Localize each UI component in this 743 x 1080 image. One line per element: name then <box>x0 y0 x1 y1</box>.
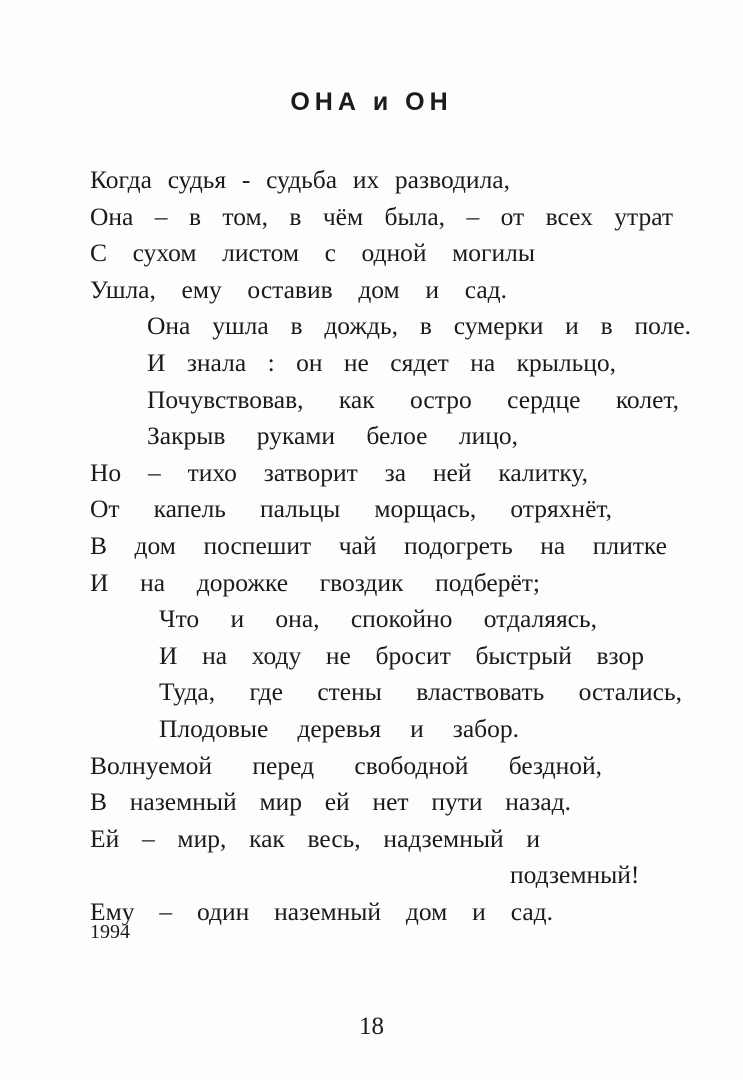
poem-line: Почувствовав, как остро сердце колет, <box>147 384 679 414</box>
poem-line: С сухом листом с одной могилы <box>90 238 535 268</box>
poem-line: Она – в том, в чём была, – от всех утрат <box>90 201 673 231</box>
poem-year: 1994 <box>90 921 130 943</box>
poem-line: Закрыв руками белое лицо, <box>147 421 518 451</box>
poem-line: Ушла, ему оставив дом и сад. <box>90 274 507 304</box>
poem-line: Волнуемой перед свободной бездной, <box>90 750 602 780</box>
poem-line: В наземный мир ей нет пути назад. <box>90 787 571 817</box>
poem-line: подземный! <box>510 860 640 890</box>
poem-line: Плодовые деревья и забор. <box>159 713 519 743</box>
poem-line: Что и она, спокойно отдаляясь, <box>159 604 597 634</box>
poem-line: Ей – мир, как весь, надземный и <box>90 823 540 853</box>
poem-line: И на ходу не бросит быстрый взор <box>159 640 644 670</box>
page-number: 18 <box>359 1013 384 1040</box>
poem-line: Но – тихо затворит за ней калитку, <box>90 457 588 487</box>
poem-line: От капель пальцы морщась, отряхнёт, <box>90 494 612 524</box>
poem-line: И на дорожке гвоздик подберёт; <box>90 567 540 597</box>
poem-line: Туда, где стены властвовать остались, <box>159 677 682 707</box>
poem-line: Ему – один наземный дом и сад. <box>90 896 553 926</box>
poem-line: И знала : он не сядет на крыльцо, <box>147 347 616 377</box>
poem-body <box>0 162 743 930</box>
poem-line: В дом поспешит чай подогреть на плитке <box>90 530 667 560</box>
poem-line: Когда судья - судьба их разводила, <box>90 165 510 194</box>
poem-line: Она ушла в дождь, в сумерки и в поле. <box>147 311 691 341</box>
poem-title: ОНА и ОН <box>290 88 453 116</box>
